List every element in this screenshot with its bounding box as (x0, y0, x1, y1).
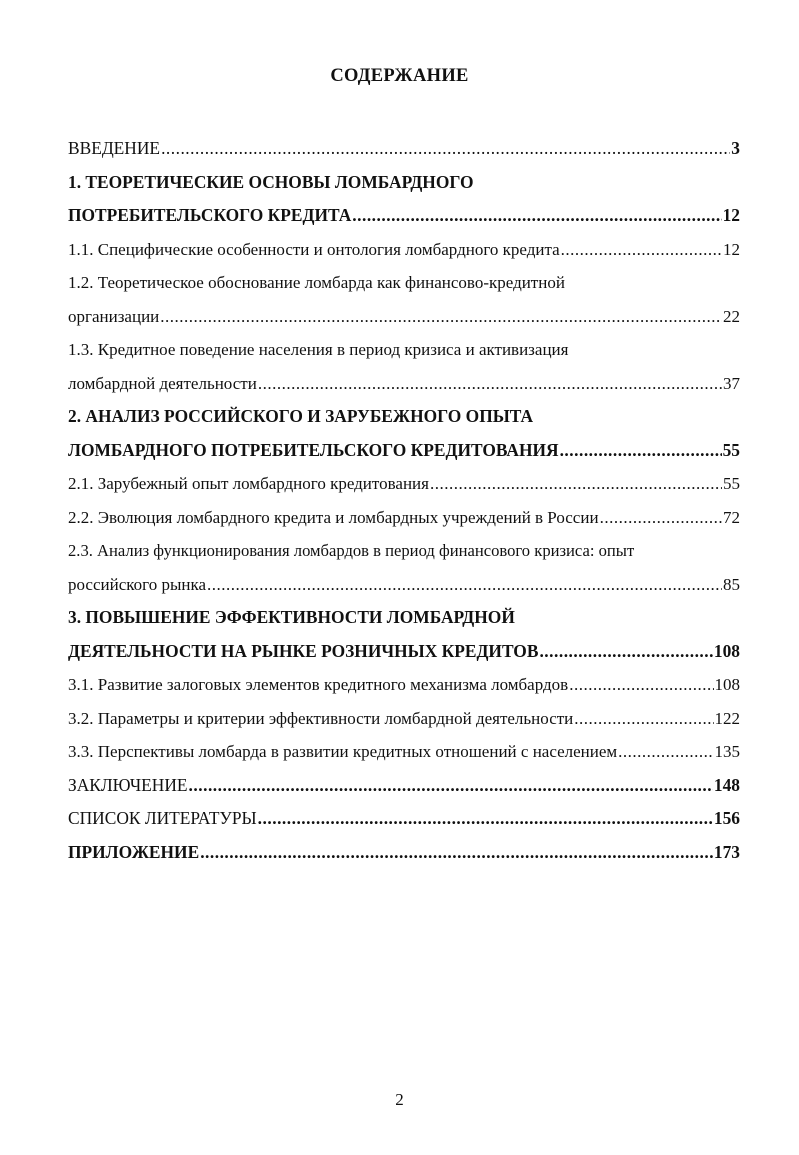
dot-leader (189, 769, 713, 803)
dot-leader (574, 702, 713, 736)
toc-entry-introduction (68, 132, 740, 166)
toc-page-number: 108 (713, 640, 740, 661)
dot-leader (258, 802, 713, 836)
dot-leader (561, 233, 722, 267)
toc-section-3-1 (68, 668, 740, 702)
toc-entry-text: 1.1. Специфические особенности и онтология ломбардного кредита (68, 239, 560, 259)
dot-leader (600, 501, 722, 535)
dot-leader (207, 568, 722, 602)
toc-chapter-3-line-1: 3. ПОВЫШЕНИЕ ЭФФЕКТИВНОСТИ ЛОМБАРДНОЙ (68, 607, 515, 627)
toc-entry-text: ЗАКЛЮЧЕНИЕ (68, 774, 188, 795)
toc-section-3-3 (68, 735, 740, 769)
toc-section-1-3 (68, 367, 740, 401)
toc-section-2-3-line-1: 2.3. Анализ функционирования ломбардов в период финансового кризиса: опыт (68, 541, 635, 560)
dot-leader (160, 300, 722, 334)
toc-entry-text: 2.2. Эволюция ломбардного кредита и ломбардных учреждений в России (68, 507, 599, 527)
toc-entry-text: ДЕЯТЕЛЬНОСТИ НА РЫНКЕ РОЗНИЧНЫХ КРЕДИТОВ (68, 640, 539, 661)
toc-entry-appendix (68, 836, 740, 870)
toc-page-number: 173 (713, 841, 740, 862)
toc-entry-text: российского рынка (68, 574, 207, 594)
dot-leader (352, 199, 721, 233)
dot-leader (258, 367, 722, 401)
table-of-contents (68, 132, 740, 869)
dot-leader (539, 635, 712, 669)
toc-page-number: 156 (713, 808, 740, 828)
toc-section-1-3-line-1: 1.3. Кредитное поведение населения в период кризиса и активизация (68, 340, 569, 359)
toc-chapter-2 (68, 434, 740, 468)
toc-section-1-2 (68, 300, 740, 334)
toc-section-1-2-line-1: 1.2. Теоретическое обоснование ломбарда как финансово-кредитной (68, 273, 565, 292)
toc-entry-text: ЛОМБАРДНОГО ПОТРЕБИТЕЛЬСКОГО КРЕДИТОВАНИЯ (68, 439, 559, 460)
toc-page-number: 12 (722, 205, 740, 225)
dot-leader (560, 434, 722, 468)
toc-section-1-1 (68, 233, 740, 267)
dot-leader (161, 132, 730, 166)
toc-entry-text: СПИСОК ЛИТЕРАТУРЫ (68, 808, 257, 828)
toc-page-number: 108 (714, 675, 740, 694)
toc-section-2-2 (68, 501, 740, 535)
toc-entry-text: организации (68, 306, 160, 326)
toc-page-number: 135 (714, 742, 740, 761)
dot-leader (430, 467, 722, 501)
toc-page-number: 122 (714, 708, 740, 728)
toc-entry-text: ВВЕДЕНИЕ (68, 138, 161, 158)
toc-entry-conclusion (68, 769, 740, 803)
toc-section-2-1 (68, 467, 740, 501)
toc-entry-references (68, 802, 740, 836)
toc-entry-text: ПРИЛОЖЕНИЕ (68, 841, 200, 862)
toc-chapter-1-line-1: 1. ТЕОРЕТИЧЕСКИЕ ОСНОВЫ ЛОМБАРДНОГО (68, 171, 474, 192)
toc-page-number: 85 (723, 574, 740, 594)
toc-entry-text: ПОТРЕБИТЕЛЬСКОГО КРЕДИТА (68, 205, 352, 225)
toc-entry-text: 3.2. Параметры и критерии эффективности ломбардной деятельности (68, 708, 574, 728)
toc-entry-text: 3.1. Развитие залоговых элементов кредитного механизма ломбардов (68, 675, 569, 694)
toc-page-number: 22 (723, 306, 740, 326)
toc-page-number: 37 (723, 373, 740, 393)
dot-leader (569, 668, 713, 702)
toc-page-number: 72 (723, 507, 740, 527)
toc-chapter-3 (68, 635, 740, 669)
toc-page-number: 12 (723, 239, 740, 259)
toc-entry-text: 2.1. Зарубежный опыт ломбардного кредитования (68, 474, 429, 493)
dot-leader (618, 735, 713, 769)
page-title: СОДЕРЖАНИЕ (330, 66, 469, 86)
toc-page-number: 55 (722, 439, 740, 460)
toc-entry-text: ломбардной деятельности (68, 373, 257, 393)
toc-section-3-2 (68, 702, 740, 736)
page-number: 2 (395, 1090, 404, 1109)
dot-leader (200, 836, 713, 870)
toc-page-number: 148 (713, 774, 740, 795)
toc-chapter-2-line-1: 2. АНАЛИЗ РОССИЙСКОГО И ЗАРУБЕЖНОГО ОПЫТА (68, 406, 534, 426)
toc-entry-text: 3.3. Перспективы ломбарда в развитии кредитных отношений с населением (68, 742, 618, 761)
toc-section-2-3 (68, 568, 740, 602)
toc-page-number: 55 (723, 474, 740, 493)
toc-page-number: 3 (731, 138, 740, 158)
toc-chapter-1 (68, 199, 740, 233)
